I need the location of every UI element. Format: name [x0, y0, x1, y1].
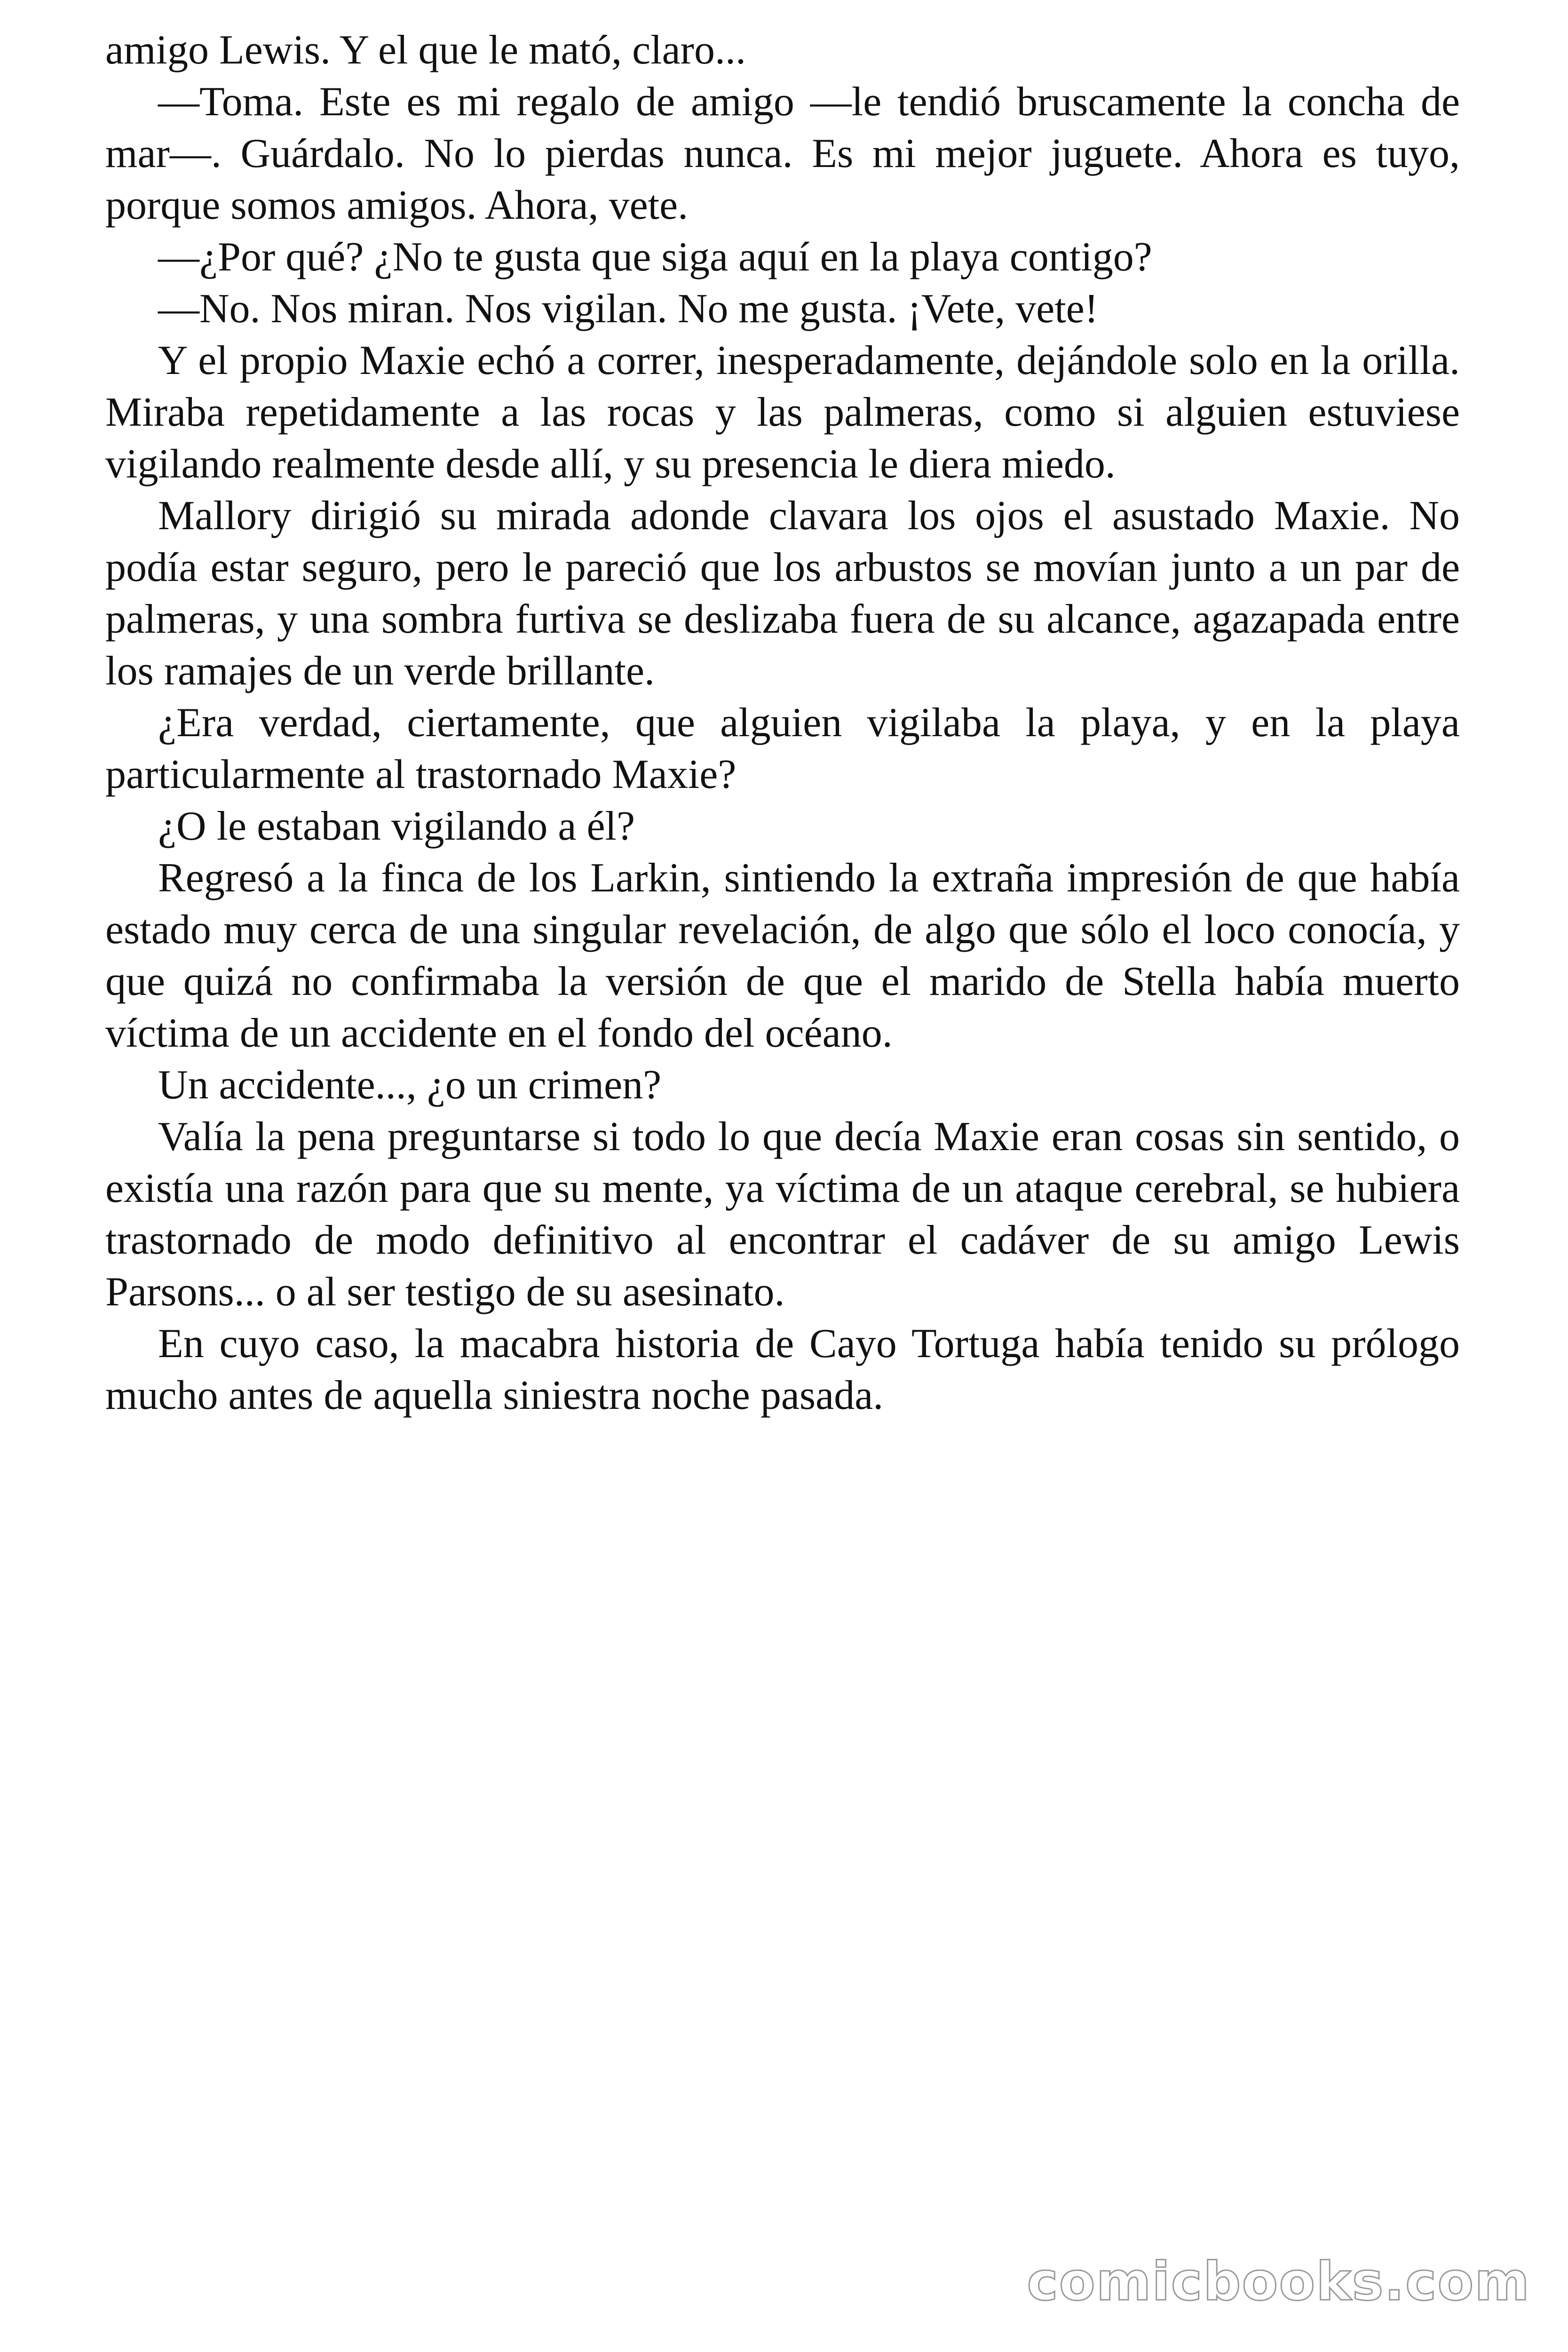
paragraph: Regresó a la finca de los Larkin, sintiendo la extraña impresión de que había estado muy cerca de una singular revelación, de algo que sólo el loco conocía, y que quizá no confirmaba la versión de que el marido de Stella había muerto víctima de un accidente en el fondo del océano. [105, 855, 1460, 1056]
paragraph: —No. Nos miran. Nos vigilan. No me gusta. ¡Vete, vete! [158, 286, 1099, 332]
paragraph: —¿Por qué? ¿No te gusta que siga aquí en la playa contigo? [158, 234, 1152, 280]
paragraph: Valía la pena preguntarse si todo lo que decía Maxie eran cosas sin sentido, o existía una razón para que su mente, ya víctima de un ataque cerebral, se hubiera trastornado de modo definitivo al encontrar el cadáver de su amigo Lewis Parsons... o al ser testigo de su asesinato. [105, 1114, 1460, 1315]
paragraph: Mallory dirigió su mirada adonde clavara los ojos el asustado Maxie. No podía estar seguro, pero le pareció que los arbustos se movían junto a un par de palmeras, y una sombra furtiva se deslizaba fuera de su alcance, agazapada entre los ramajes de un verde brillante. [105, 493, 1460, 694]
paragraph: ¿Era verdad, ciertamente, que alguien vigilaba la playa, y en la playa particularmente al trastornado Maxie? [105, 700, 1460, 797]
paragraph: ¿O le estaban vigilando a él? [158, 803, 635, 849]
paragraph: En cuyo caso, la macabra historia de Cayo Tortuga había tenido su prólogo mucho antes de aquella siniestra noche pasada. [105, 1321, 1460, 1418]
text-block [105, 24, 1460, 1422]
paragraph: Un accidente..., ¿o un crimen? [158, 1062, 662, 1108]
watermark-text: comicbooks.com [1027, 2251, 1530, 2312]
paragraph: Y el propio Maxie echó a correr, inesperadamente, dejándole solo en la orilla. Miraba repetidamente a las rocas y las palmeras, como si alguien estuviese vigilando realmente desde allí, y su presencia le diera miedo. [105, 338, 1460, 487]
paragraph: amigo Lewis. Y el que le mató, claro... [105, 27, 746, 73]
page-body [105, 24, 1460, 1422]
paragraph: —Toma. Este es mi regalo de amigo —le tendió bruscamente la concha de mar—. Guárdalo. No lo pierdas nunca. Es mi mejor juguete. Ahora es tuyo, porque somos amigos. Ahora, vete. [105, 79, 1460, 228]
